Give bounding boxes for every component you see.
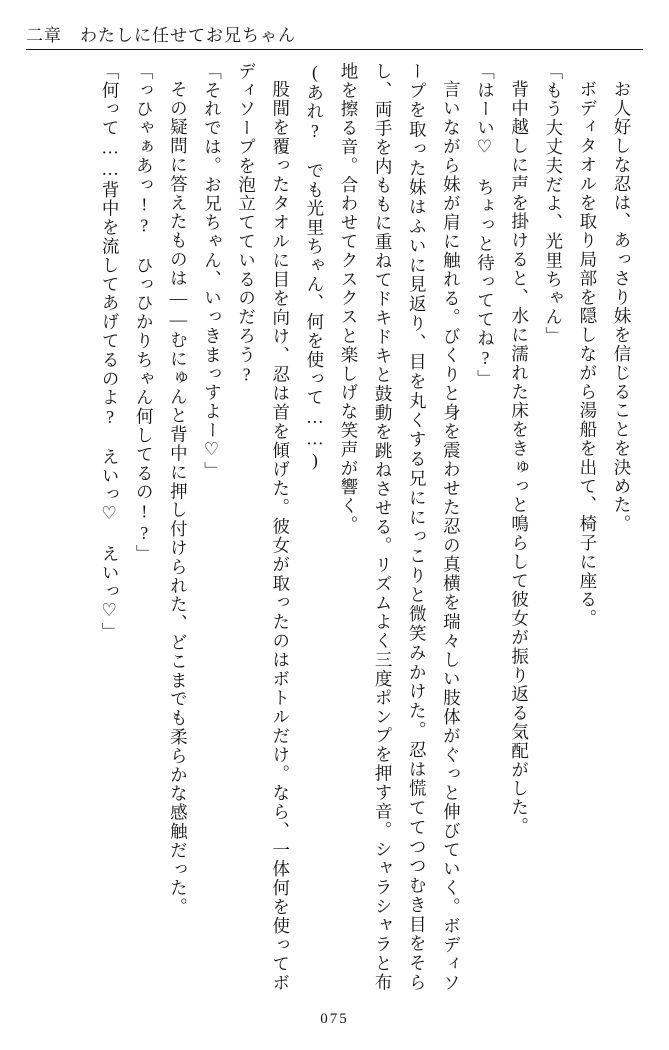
chapter-title: わたしに任せてお兄ちゃん: [80, 25, 296, 45]
page-header: [26, 16, 643, 50]
body-paragraph: ボディタオルを取り局部を隠しながら湯船を出て、椅子に座る。: [577, 79, 598, 628]
body-paragraph: 「っひゃぁあっ!? ひっひかりちゃん何してるの!?」: [134, 62, 155, 564]
header-divider: [26, 49, 643, 50]
body-paragraph: 背中越しに声を掛けると、水に濡れた床をきゅっと鳴らして彼女が振り返る気配がした。: [509, 79, 530, 836]
body-paragraph: お人好しな忍は、あっさり妹を信じることを決めた。: [612, 79, 632, 534]
body-paragraph: 「もう大丈夫だよ、光里ちゃん」: [543, 62, 564, 346]
body-paragraph: 「何って……背中を流してあげてるのよ? えいっ♡ えいっ♡」: [100, 62, 121, 642]
body-paragraph: 「はーい♡ ちょっと待っててね?」: [475, 62, 496, 389]
body-paragraph: 股間を覆ったタオルに目を向け、忍は首を傾げた。彼女が取ったのはボトルだけ。なら、一体何を使ってボディソープを泡立てているのだろう?: [236, 62, 291, 992]
body-paragraph: その疑問に答えたものは——むにゅんと背中に押し付けられた、どこまでも柔らかな感触だった。: [168, 79, 189, 917]
body-paragraph: (あれ? でも光里ちゃん、何を使って……): [304, 62, 325, 472]
chapter-number: 二章: [26, 25, 62, 45]
page-number: 075: [320, 1011, 349, 1027]
body-paragraph: 言いながら妹が肩に触れる。びくりと身を震わせた忍の真横を瑞々しい肢体がぐっと伸びていく。ボディソープを取った妹はふいに見返り、目を丸くする兄ににっこりと微笑みかけた。忍は慌ててつつむき目をそらし、両手を内ももに重ねてドキドキと鼓動を跳ねさせる。リズムよく三度ポンプを押す音。シャラシャラと布地を擦る音。合わせてクスクスと楽しげな笑声が響く。: [339, 62, 462, 992]
body-paragraph: 「それでは。お兄ちゃん、いっきまっすよー♡」: [202, 62, 223, 481]
page-body-text: [30, 62, 639, 992]
